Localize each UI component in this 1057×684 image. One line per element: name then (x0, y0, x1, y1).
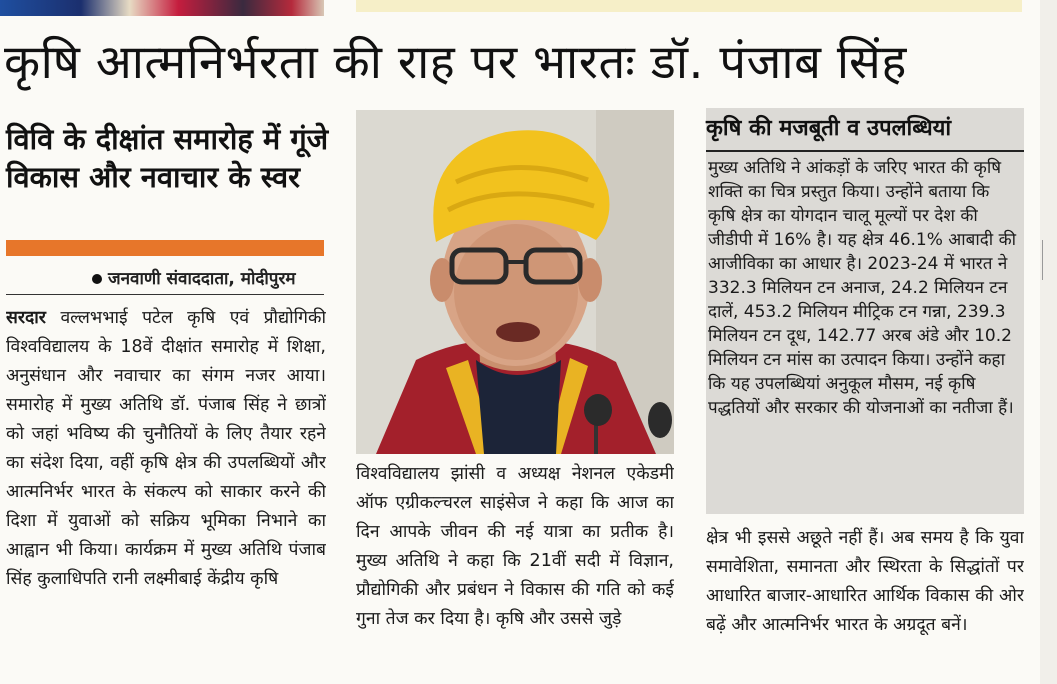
left-column (6, 304, 326, 680)
subhead: विवि के दीक्षांत समारोह में गूंजे विकास और नवाचार के स्वर (6, 122, 329, 194)
left-column-text: वल्लभभाई पटेल कृषि एवं प्रौद्योगिकी विश्वविद्यालय के 18वें दीक्षांत समारोह में शिक्षा, अनुसंधान और नवाचार का संगम नजर आया। समारोह में मुख्य अतिथि डॉ. पंजाब सिंह ने छात्रों को जहां भविष्य की चुनौतियों के लिए तैयार रहने का संदेश दिया, वहीं कृषि क्षेत्र की उपलब्धियों और आत्मनिर्भर भारत के संकल्प को साकार करने की दिशा में युवाओं को सक्रिय भूमिका निभाने का आह्वान भी किया। कार्यक्रम में मुख्य अतिथि पंजाब सिंह कुलाधिपति रानी लक्ष्मीबाई केंद्रीय कृषि (6, 308, 326, 589)
byline (92, 266, 342, 289)
speaker-illustration (356, 110, 674, 454)
speaker-photo (356, 110, 674, 454)
headline: कृषि आत्मनिर्भरता की राह पर भारतः डॉ. पंजाब सिंह (4, 35, 907, 90)
byline-text: जनवाणी संवाददाता, मोदीपुरम (108, 269, 296, 289)
middle-column-text: विश्वविद्यालय झांसी व अध्यक्ष नेशनल एकेडमी ऑफ एग्रीकल्चरल साइंसेज ने कहा कि आज का दिन आपके जीवन की नई यात्रा का प्रतीक है। मुख्य अतिथि ने कहा कि 21वीं सदी में विज्ञान, प्रौद्योगिकी और प्रबंधन ने विकास की गति को कई गुना तेज कर दिया है। कृषि और उससे जुड़े (356, 464, 674, 629)
box-text: मुख्य अतिथि ने आंकड़ों के जरिए भारत की कृषि शक्ति का चित्र प्रस्तुत किया। उन्होंने बताया कि कृषि क्षेत्र का योगदान चालू मूल्यों पर देश की जीडीपी में 16% है। यह क्षेत्र 46.1% आबादी की आजीविका का आधार है। 2023-24 में भारत ने 332.3 मिलियन टन अनाज, 24.2 मिलियन टन दालें, 453.2 मिलियन मीट्रिक टन गन्ना, 239.3 मिलियन टन दूध, 142.77 अरब अंडे और 10.2 मिलियन टन मांस का उत्पादन किया। उन्होंने कहा कि यह उपलब्धियां अनुकूल मौसम, नई कृषि पद्धतियों और सरकार की योजनाओं का नतीजा हैं। (708, 158, 1017, 418)
middle-column (356, 460, 674, 680)
right-column (706, 524, 1024, 680)
box-title-divider (706, 150, 1024, 152)
accent-bar (6, 240, 324, 256)
top-photo-strip (0, 0, 324, 16)
adjacent-page-rule (1042, 240, 1043, 280)
lead-word: सरदार (6, 308, 46, 328)
adjacent-page-edge (1040, 0, 1057, 684)
top-ad-strip (356, 0, 1022, 12)
bullet-icon (92, 274, 102, 284)
byline-divider (6, 294, 324, 295)
right-column-text: क्षेत्र भी इससे अछूते नहीं हैं। अब समय है कि युवा समावेशिता, समानता और स्थिरता के सिद्धांतों पर आधारित बाजार-आधारित आर्थिक विकास की ओर बढ़ें और आत्मनिर्भर भारत के अग्रदूत बनें। (706, 528, 1024, 635)
box-title: कृषि की मजबूती व उपलब्धियां (706, 116, 952, 141)
